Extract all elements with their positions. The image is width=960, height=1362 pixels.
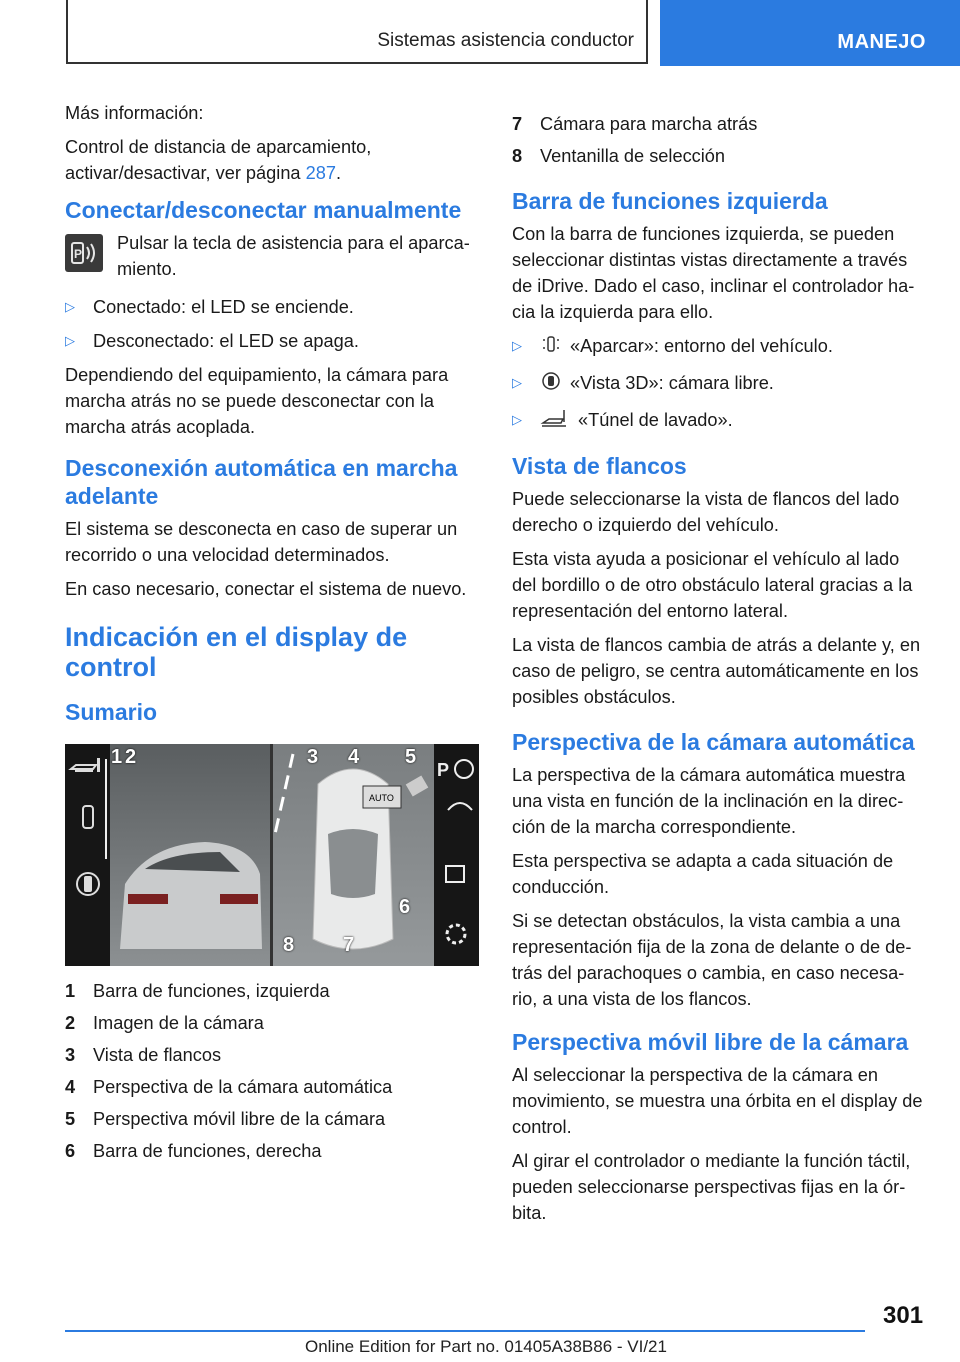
- paragraph: Al girar el controlador o mediante la función táctil, pueden seleccionarse perspectivas fijas en la ór-bita.: [512, 1151, 911, 1223]
- page-number: 301: [883, 1302, 924, 1329]
- figure-legend-list-continued: [512, 111, 928, 169]
- footer-edition: Online Edition for Part no. 01405A38B86 - VI/21: [305, 1337, 667, 1356]
- svg-text:AUTO: AUTO: [369, 793, 394, 803]
- footer-divider: [65, 1330, 865, 1332]
- figure-label: 4: [348, 746, 360, 768]
- figure-label: 1: [111, 746, 123, 768]
- paragraph: La vista de flancos cambia de atrás a delante y, en caso de peligro, se centra automáticamente en los posibles obstáculos.: [512, 635, 921, 707]
- bullet-item: ▷ «Vista 3D»: cámara libre.: [512, 370, 928, 399]
- bullet-item: ▷ «Aparcar»: entorno del vehículo.: [512, 333, 928, 362]
- svg-text:P: P: [74, 247, 83, 261]
- legend-item: 8 Ventanilla de selección: [512, 146, 726, 166]
- camera-image-area: [110, 744, 270, 966]
- paragraph: La perspectiva de la cámara automática muestra una vista en función de la inclinación en la direc-ción de la marcha correspondiente.: [512, 765, 906, 837]
- header-section-title: Sistemas asistencia conductor: [377, 30, 634, 51]
- paragraph: Si se detectan obstáculos, la vista cambia a una representación fija de la zona de delante o de de-trás del parachoques o cambia, en caso necesa-rio, a una vista de los flancos.: [512, 911, 912, 1009]
- legend-item: 2 Imagen de la cámara: [65, 1013, 264, 1033]
- legend-item: 5 Perspectiva móvil libre de la cámara: [65, 1109, 386, 1129]
- paragraph: Esta vista ayuda a posicionar el vehículo al lado del bordillo o de otro obstáculo lateral gracias a la representación del entorno lateral.: [512, 549, 913, 621]
- header-chapter-label: MANEJO: [837, 30, 926, 53]
- left-function-bar: [65, 744, 110, 966]
- figure-label: 8: [283, 934, 295, 956]
- figure-label: 3: [307, 746, 319, 768]
- legend-item: 6 Barra de funciones, derecha: [65, 1141, 322, 1161]
- assist-button-row: [65, 230, 479, 282]
- paragraph: Puede seleccionarse la vista de flancos del lado derecho o izquierdo del vehículo.: [512, 489, 900, 535]
- camera-display-figure: [65, 744, 479, 966]
- heading-side-view: Vista de flancos: [512, 453, 687, 479]
- legend-item: 4 Perspectiva de la cámara automática: [65, 1077, 393, 1097]
- heading-sumario: Sumario: [65, 699, 158, 725]
- car-wash-icon: [540, 407, 570, 436]
- right-column: [512, 111, 928, 1234]
- left-column: [65, 100, 479, 1170]
- paragraph: En caso necesario, conectar el sistema de nuevo.: [65, 579, 467, 599]
- side-view-area: [273, 744, 434, 966]
- figure-label: 5: [405, 746, 417, 768]
- figure-label: 2: [125, 746, 137, 768]
- top-view-car-illustration: [273, 744, 434, 966]
- heading-auto-off: Desconexión automática en marcha adelante: [65, 455, 458, 509]
- right-function-bar: [434, 744, 479, 966]
- paragraph: Dependiendo del equipamiento, la cámara para marcha atrás no se puede desconectar con la marcha atrás acoplada.: [65, 365, 449, 437]
- more-info-text: Control de distancia de aparcamiento, activar/desactivar, ver página 287.: [65, 137, 372, 183]
- header-chapter-tab: [660, 0, 960, 66]
- triangle-bullet-icon: ▷: [65, 333, 75, 348]
- legend-item: 3 Vista de flancos: [65, 1045, 222, 1065]
- paragraph: Al seleccionar la perspectiva de la cámara en movimiento, se muestra una órbita en el display de control.: [512, 1065, 923, 1137]
- heading-free-camera: Perspectiva móvil libre de la cámara: [512, 1029, 909, 1055]
- svg-text:P: P: [437, 760, 450, 780]
- figure-legend-list: [65, 978, 479, 1164]
- paragraph: Con la barra de funciones izquierda, se pueden seleccionar distintas vistas directamente a través de iDrive. Dado el caso, inclinar el controlador ha-cia la izquierda para ello.: [512, 224, 915, 322]
- heading-auto-camera: Perspectiva de la cámara automática: [512, 729, 915, 755]
- page-link[interactable]: 287: [305, 163, 336, 183]
- button-instruction: Pulsar la tecla de asistencia para el aparca-miento.: [117, 233, 470, 279]
- more-info-label: Más información:: [65, 103, 204, 123]
- legend-item: 7 Cámara para marcha atrás: [512, 114, 758, 134]
- triangle-bullet-icon: ▷: [512, 412, 522, 427]
- rear-car-illustration: [110, 744, 270, 966]
- figure-label: 7: [343, 934, 355, 956]
- 3d-view-icon: [540, 370, 562, 399]
- triangle-bullet-icon: ▷: [512, 375, 522, 390]
- figure-label: 6: [399, 896, 411, 918]
- bullet-item: ▷ Desconectado: el LED se apaga.: [65, 328, 479, 354]
- bullet-item: ▷ «Túnel de lavado».: [512, 407, 928, 436]
- paragraph: Esta perspectiva se adapta a cada situación de conducción.: [512, 851, 894, 897]
- heading-manual: Conectar/desconectar manualmente: [65, 197, 462, 223]
- legend-item: 1 Barra de funciones, izquierda: [65, 981, 330, 1001]
- heading-display: Indicación en el display de control: [65, 622, 408, 682]
- header-section-box: [66, 0, 648, 64]
- heading-left-bar: Barra de funciones izquierda: [512, 188, 828, 214]
- park-assist-button-icon: [65, 234, 103, 272]
- paragraph: El sistema se desconecta en caso de superar un recorrido o una velocidad determinados.: [65, 519, 458, 565]
- park-view-icon: [540, 333, 562, 362]
- triangle-bullet-icon: ▷: [65, 299, 75, 314]
- bullet-item: ▷ Conectado: el LED se enciende.: [65, 294, 479, 320]
- triangle-bullet-icon: ▷: [512, 338, 522, 353]
